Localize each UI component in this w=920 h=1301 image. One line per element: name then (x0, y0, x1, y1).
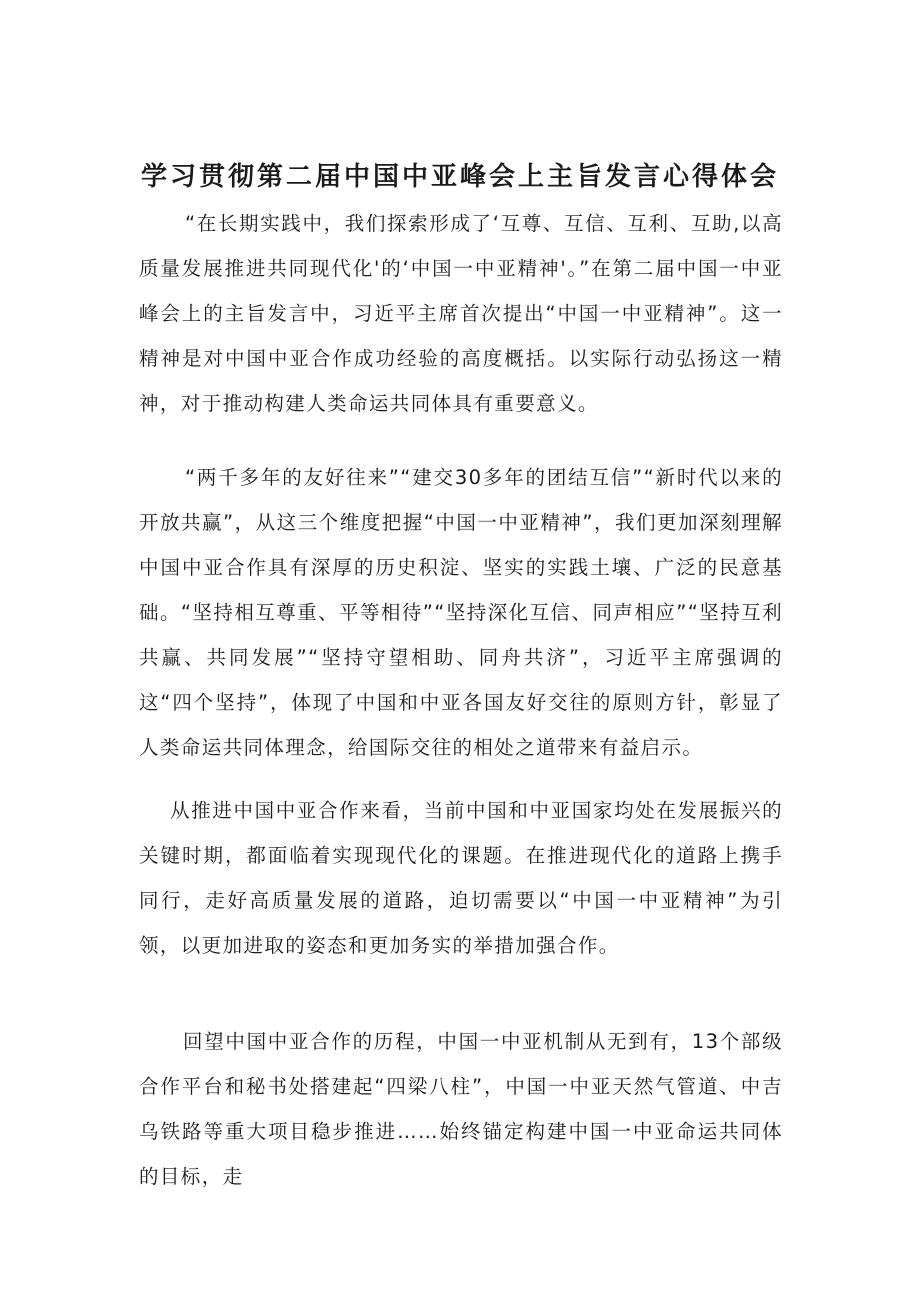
paragraph-1: “在长期实践中，我们探索形成了‘互尊、互信、互利、互助,以高质量发展推进共同现代化'的‘中国一中亚精神'。”在第二届中国一中亚峰会上的主旨发言中，习近平主席首次提出“中国一中亚精神”。这一精神是对中国中亚合作成功经验的高度概括。以实际行动弘扬这一精神，对于推动构建人类命运共同体具有重要意义。 (139, 212, 783, 415)
paragraph-2: “两千多年的友好往来”“建交30多年的团结互信”“新时代以来的开放共赢”，从这三个维度把握“中国一中亚精神”，我们更加深刻理解中国中亚合作具有深厚的历史积淀、坚实的实践土壤、广泛的民意基础。“坚持相互尊重、平等相待”“坚持深化互信、同声相应”“坚持互利共赢、共同发展”“坚持守望相助、同舟共济”，习近平主席强调的这“四个坚持”，体现了中国和中亚各国友好交往的原则方针，彰显了人类命运共同体理念，给国际交往的相处之道带来有益启示。 (139, 466, 783, 759)
document-title: 学习贯彻第二届中国中亚峰会上主旨发言心得体会 (140, 162, 779, 193)
paragraph-4: 回望中国中亚合作的历程，中国一中亚机制从无到有，13个部级合作平台和秘书处搭建起“四梁八柱”，中国一中亚天然气管道、中吉乌铁路等重大项目稳步推进……始终锚定构建中国一中亚命运共同体的目标，走 (139, 1030, 783, 1188)
paragraph-3: 从推进中国中亚合作来看，当前中国和中亚国家均处在发展振兴的关键时期，都面临着实现现代化的课题。在推进现代化的道路上携手同行，走好高质量发展的道路，迫切需要以“中国一中亚精神”为引领，以更加进取的姿态和更加务实的举措加强合作。 (139, 799, 783, 957)
